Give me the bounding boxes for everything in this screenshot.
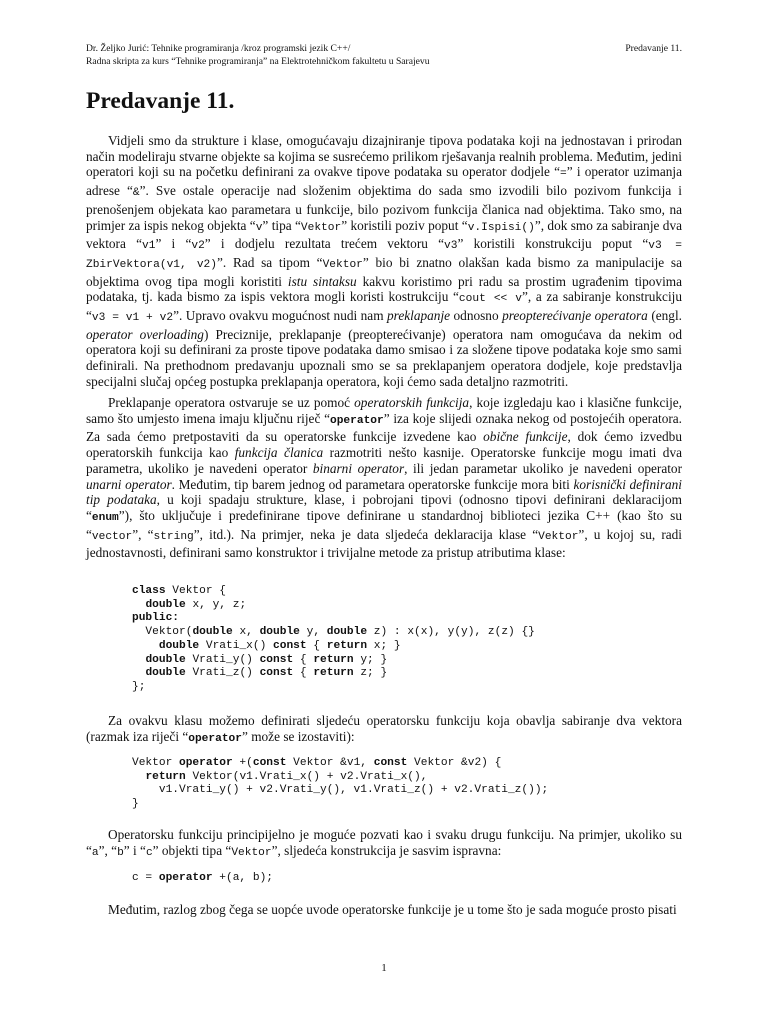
code-line: return Vektor(v1.Vrati_x() + v2.Vrati_x(), [145, 770, 428, 783]
header-subtitle: Radna skripta za kurs “Tehnike programiranja” na Elektrotehničkom fakultetu u Sarajevu [86, 56, 430, 67]
code-line: class Vektor { [132, 585, 227, 597]
code-line: c = operator +(a, b); [132, 872, 274, 884]
code-line: Vektor(double x, double y, double z) : x(x), y(y), z(z) {} [132, 626, 535, 639]
running-header [86, 42, 682, 55]
code-line: public: [132, 612, 180, 625]
paragraph-calling-operator: Operatorsku funkciju principijelno je moguće pozvati kao i svaku drugu funkciju. Na primjer, ukoliko su “a”, “b” i “c” objekti tipa “Vektor”, sljedeća konstrukcija je sasvim ispravna: [86, 827, 682, 859]
paragraph-conclusion: Međutim, razlog zbog čega se uopće uvode operatorske funkcije je u tome što je sada moguće prosto pisati [108, 902, 677, 917]
paragraph-operator-functions: Preklapanje operatora ostvaruje se uz pomoć operatorskih funkcija, koje izgledaju kao i klasične funkcije, samo što umjesto imena imaju ključnu riječ “operator” iza koje slijedi oznaka nekog od postojećih operatora. Za sada ćemo pretpostaviti da su operatorske funkcije izvedene kao obične funkcije, dok ćemo izvedbu operatorskih funkcija kao funkcija članica razmotriti nešto kasnije. Operatorske funkcije mogu imati dva parametra, ukoliko je navedeni operator binarni operator, ili jedan parametar ukoliko je navedeni operator unarni operator. Međutim, tip barem jednog od parametara operatorske funkcije mora biti korisnički definirani tip podataka, u koji spadaju strukture, klase, i pobrojani tipovi (odnosno tipovi definirani deklaracijom “enum”), što uključuje i predefinirane tipove definirane u standardnoj biblioteci jezika C++ (kao što su “vector”, “string”, itd.). Na primjer, neka je data sljedeća deklaracija klase “Vektor”, u kojoj su, radi jednostavnosti, definirani samo konstruktor i trivijalne metode za pristup atributima klase: [86, 395, 683, 561]
code-block-class-vektor [132, 585, 535, 695]
code-line: double Vrati_z() const { return z; } [145, 667, 388, 680]
code-line: double Vrati_x() const { return x; } [158, 639, 401, 652]
paragraph-intro: Vidjeli smo da strukture i klase, omogućavaju dizajniranje tipova podataka koji na jednostavan i prirodan način modeliraju stvarne objekte sa kojima se susrećemo prilikom rješavanja realnih problema. Međutim, jedini operatori koji su na početku definirani za ovakve tipove podataka su operator dodjele “=” i operator uzimanja adrese “&”. Sve ostale operacije nad složenim objektima do sada smo izvodili bilo pozivom funkcija i prenošenjem objekata kao parametara u funkcije, bilo pozivom funkcija članica nad objektima. Tako smo, na primjer za ispis nekog objekta “v” tipa “Vektor” koristili poziv poput “v.Ispisi()”, dok smo za sabiranje dva vektora “v1” i “v2” i dodjelu rezultata trećem vektoru “v3” koristili konstrukciju poput “v3 = ZbirVektora(v1, v2)”. Rad sa tipom “Vektor” bio bi znatno olakšan kada bismo za manipulacije sa objektima ovog tipa mogli koristiti istu sintaksu kakvu koristimo pri radu sa prostim ugrađenim tipovima podataka, tj. kada bismo za ispis vektora mogli koristi kostrukciju “cout << v”, a za sabiranje konstrukciju “v3 = v1 + v2”. Upravo ovakvu mogućnost nudi nam preklapanje odnosno preopterećivanje operatora (engl. operator overloading) Preciznije, preklapanje (preopterećivanje) operatora nam omogućava da nekim od operatora koji su definirani za proste tipove podataka damo smisao i za složene tipove podataka koje smo sami definirali. Na prethodnom predavanju upoznali smo se sa preklapanjem operatora dodjele, koje predstavlja specijalni slučaj općeg postupka preklapanja operatora, koji ćemo sada detaljno razmotriti. [86, 133, 683, 389]
header-author-course: Dr. Željko Jurić: Tehnike programiranja /kroz programski jezik C++/ [86, 43, 351, 54]
code-line: } [132, 798, 139, 811]
code-line: double x, y, z; [145, 598, 247, 611]
code-line: }; [132, 680, 146, 693]
code-block-explicit-call [132, 872, 273, 886]
paragraph-addition-operator: Za ovakvu klasu možemo definirati sljedeću operatorsku funkciju koja obavlja sabiranje dva vektora (razmak iza riječi “operator” može se izostaviti): [86, 713, 682, 745]
page-title: Predavanje 11. [86, 88, 235, 114]
code-line: double Vrati_y() const { return y; } [145, 653, 388, 666]
header-lecture-label: Predavanje 11. [625, 43, 682, 54]
code-line: Vektor operator +(const Vektor &v1, const Vektor &v2) { [132, 757, 502, 769]
page-number: 1 [381, 962, 387, 974]
code-block-operator-plus [132, 757, 548, 812]
code-line: v1.Vrati_y() + v2.Vrati_y(), v1.Vrati_z() + v2.Vrati_z()); [132, 784, 549, 797]
